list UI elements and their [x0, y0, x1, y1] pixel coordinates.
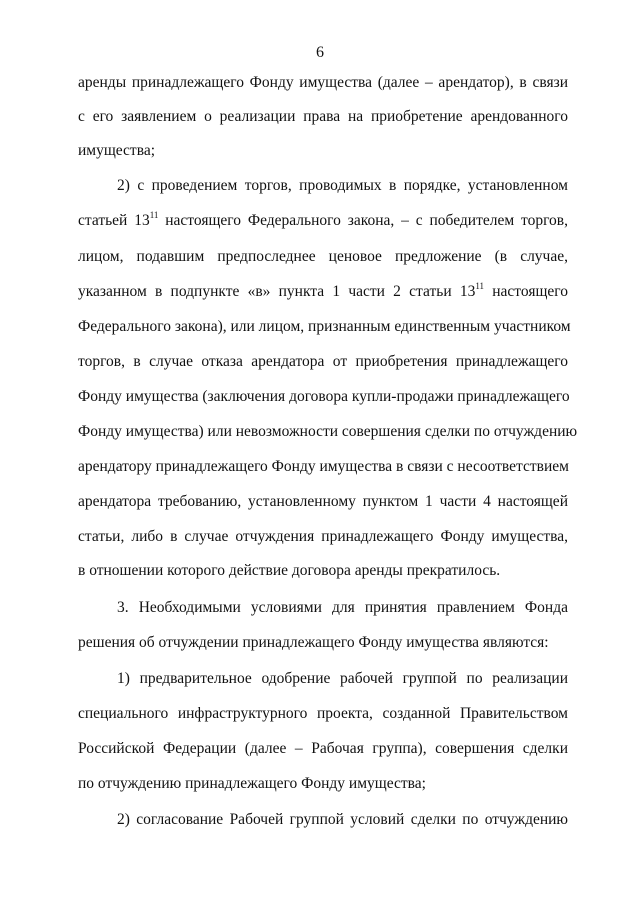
superscript: 11 [149, 209, 159, 220]
text-line: аренды принадлежащего Фонду имущества (далее – арендатор), в связи [78, 74, 568, 91]
text-line: арендатору принадлежащего Фонду имущества в связи с несоответствием [78, 458, 569, 475]
text-line: 3. Необходимыми условиями для принятия правлением Фонда [117, 599, 568, 616]
text-line: статьей $13^{11}$ настоящего Федерального закона, – с победителем торгов, [78, 209, 568, 229]
text-line: статьи, либо в случае отчуждения принадлежащего Фонду имущества, [78, 528, 568, 545]
text-line: Фонду имущества) или невозможности совершения сделки по отчуждению [78, 423, 578, 440]
text-line: с его заявлением о реализации права на приобретение арендованного [78, 108, 568, 125]
text-line: имущества; [78, 142, 156, 159]
text-line: Российской Федерации (далее – Рабочая группа), совершения сделки [78, 740, 568, 757]
text-line: лицом, подавшим предпоследнее ценовое предложение (в случае, [78, 248, 568, 265]
text-line: указанном в подпункте «в» пункта 1 части 2 статьи $13^{11}$ настоящего [78, 280, 568, 300]
text-line: торгов, в случае отказа арендатора от приобретения принадлежащего [78, 353, 568, 370]
text-line: в отношении которого действие договора аренды прекратилось. [78, 562, 501, 579]
text-line: 2) согласование Рабочей группой условий сделки по отчуждению [117, 811, 568, 828]
superscript: 11 [475, 280, 485, 291]
text-line: арендатора требованию, установленному пунктом 1 части 4 настоящей [78, 493, 568, 510]
text-line: по отчуждению принадлежащего Фонду имущества; [78, 775, 426, 792]
text-line: специального инфраструктурного проекта, созданной Правительством [78, 705, 568, 722]
text-line: 2) с проведением торгов, проводимых в порядке, установленном [117, 177, 568, 194]
text-line: Фонду имущества (заключения договора купли-продажи принадлежащего [78, 388, 570, 405]
page-number: 6 [316, 44, 324, 61]
text-line: Федерального закона), или лицом, признанным единственным участником [78, 318, 571, 335]
text-line: решения об отчуждении принадлежащего Фонду имущества являются: [78, 634, 549, 651]
text-line: 1) предварительное одобрение рабочей группой по реализации [117, 670, 568, 687]
